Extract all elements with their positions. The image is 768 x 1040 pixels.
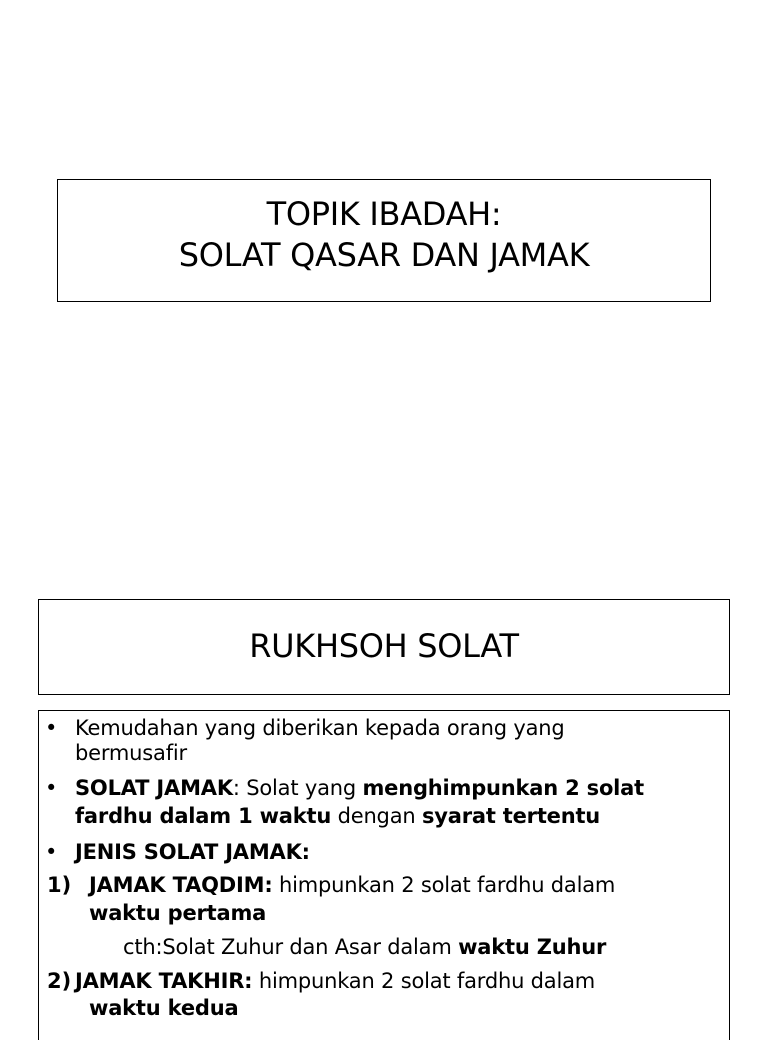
- term-jamak-takhir: JAMAK TAKHIR:: [75, 969, 253, 993]
- plain-text: dengan: [331, 804, 422, 828]
- content-box: [38, 710, 730, 1040]
- bold-text: menghimpunkan 2 solat: [362, 776, 644, 800]
- term-jamak-taqdim: JAMAK TAQDIM:: [89, 873, 273, 897]
- bold-text: waktu pertama: [89, 901, 267, 925]
- plain-text: : Solat yang: [232, 776, 363, 800]
- numbered-text-line: [75, 968, 595, 994]
- section-title: RUKHSOH SOLAT: [249, 627, 519, 665]
- plain-text: himpunkan 2 solat fardhu dalam: [252, 969, 596, 993]
- numbered-text-line: [89, 995, 238, 1021]
- number-marker-text: 2): [47, 969, 72, 993]
- numbered-text-line: [89, 900, 266, 926]
- slide-title-line-1: TOPIK IBADAH:: [266, 195, 502, 233]
- bold-text: waktu Zuhur: [458, 935, 607, 959]
- plain-text: himpunkan 2 solat fardhu dalam: [272, 873, 616, 897]
- term-solat-jamak: SOLAT JAMAK: [75, 776, 233, 800]
- bullet-text-line: bermusafir: [75, 741, 187, 765]
- term-jenis-solat-jamak: JENIS SOLAT JAMAK:: [75, 840, 310, 864]
- bold-text: waktu kedua: [89, 996, 239, 1020]
- bold-text: fardhu dalam 1 waktu: [75, 804, 332, 828]
- numbered-text-line: [89, 872, 615, 898]
- slide-title-line-2: SOLAT QASAR DAN JAMAK: [178, 236, 590, 274]
- slide-title-box: [57, 179, 711, 302]
- number-marker: [47, 968, 71, 994]
- bullet-text-line: [75, 839, 310, 865]
- bullet-marker: •: [45, 776, 58, 800]
- bullet-text-line: [75, 803, 600, 829]
- number-marker: [47, 872, 71, 898]
- example-line: [123, 934, 606, 960]
- number-marker-text: 1): [47, 873, 72, 897]
- bullet-text-line: Kemudahan yang diberikan kepada orang yang: [75, 716, 565, 740]
- section-title-box: [38, 599, 730, 695]
- bullet-text-line: [75, 775, 644, 801]
- bullet-marker: •: [45, 840, 58, 864]
- plain-text: cth:Solat Zuhur dan Asar dalam: [123, 935, 459, 959]
- bullet-marker: •: [45, 716, 58, 740]
- bold-text: syarat tertentu: [421, 804, 601, 828]
